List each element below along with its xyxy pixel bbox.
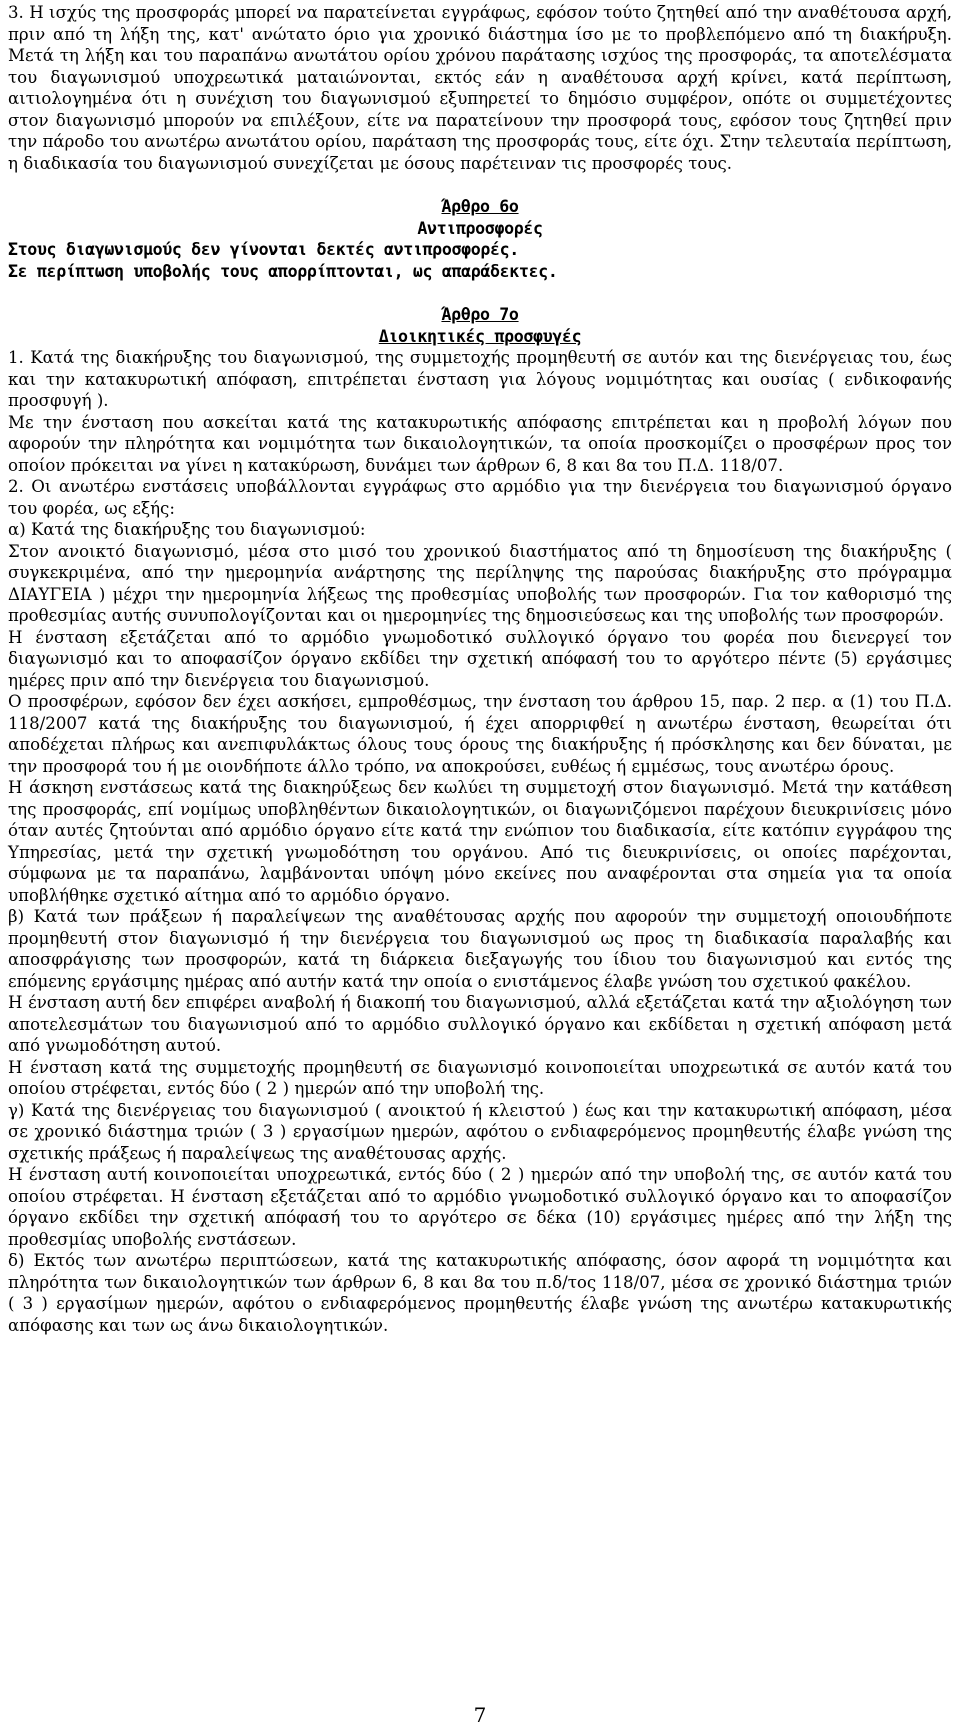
article-7-title: Διοικητικές προσφυγές <box>378 326 582 346</box>
article-7-paragraph: Με την ένσταση που ασκείται κατά της κατακυρωτικής απόφασης επιτρέπεται και η προβολή λόγων που αφορούν την πληρότητα και νομιμότητα των δικαιολογητικών, τα οποία προσκομίζει ο προσφέρων προς τον οποίον πρόκειται να γίνει η κατακύρωση, δυνάμει των άρθρων 6, 8 και 8α του Π.Δ. 118/07. <box>8 412 952 475</box>
article-6-line-2: Σε περίπτωση υποβολής τους απορρίπτονται, ως απαράδεκτες. <box>8 261 558 281</box>
article-7-paragraph: Η ένσταση κατά της συμμετοχής προμηθευτή σε διαγωνισμό κοινοποιείται υποχρεωτικά σε αυτόν κατά του οποίου στρέφεται, εντός δύο ( 2 ) ημερών από την υποβολή της. <box>8 1057 952 1098</box>
article-7-paragraph: Η ένσταση αυτή δεν επιφέρει αναβολή ή διακοπή του διαγωνισμού, αλλά εξετάζεται κατά την αξιολόγηση των αποτελεσμάτων του διαγωνισμού από το αρμόδιο συλλογικό όργανο και εκδίδεται η σχετική απόφαση μετά από γνωμοδότηση αυτού. <box>8 993 952 1055</box>
article-7-paragraph: γ) Κατά της διενέργειας του διαγωνισμού ( ανοικτού ή κλειστού ) έως και την κατακυρωτική απόφαση, μέσα σε χρονικό διάστημα τριών ( 3 ) εργασίμων ημερών, αφότου ο ενδιαφερόμενος προμηθευτής έλαβε γνώση της σχετικής πράξεως ή παραλείψεως της αναθέτουσας αρχής. <box>8 1100 952 1163</box>
article-7-number: Άρθρο 7ο <box>441 305 519 324</box>
article-6-number: Άρθρο 6ο <box>441 197 519 216</box>
article-6-title: Αντιπροσφορές <box>417 218 543 238</box>
article-7-paragraph: 1. Κατά της διακήρυξης του διαγωνισμού, της συμμετοχής προμηθευτή σε αυτόν και της διενέργειας του, έως και την κατακυρωτική απόφαση, επιτρέπεται ένσταση για λόγους νομιμότητας και ουσίας ( ενδικοφανής προσφυγή ). <box>8 348 952 410</box>
article-7-paragraph: Η άσκηση ενστάσεως κατά της διακηρύξεως δεν κωλύει τη συμμετοχή στον διαγωνισμό. Μετά την κατάθεση της προσφοράς, επί νομίμως υποβληθέντων δικαιολογητικών, οι διαγωνιζόμενοι παρέχουν διευκρινίσεις μόνο όταν αυτές ζητούνται από αρμόδιο όργανο είτε κατά την ενώπιον του διαδικασία, είτε κατόπιν εγγράφου της Υπηρεσίας, μετά την σχετική γνωμοδότηση του οργάνου. Από τις διευκρινίσεις, οι οποίες παρέχονται, σύμφωνα με τα παραπάνω, λαμβάνονται υπόψη μόνο εκείνες που αναφέρονται στα σημεία για τα οποία υποβλήθηκε σχετικό αίτημα από το αρμόδιο όργανο. <box>8 778 952 905</box>
page-number: 7 <box>473 1703 487 1727</box>
article-7-paragraph: Στον ανοικτό διαγωνισμό, μέσα στο μισό του χρονικού διαστήματος από τη δημοσίευση της διακήρυξης ( συγκεκριμένα, από την ημερομηνία ανάρτησης της περίληψης της παρούσας διακήρυξης στο πρόγραμμα ΔΙΑΥΓΕΙΑ ) μέχρι την ημερομηνία λήξεως της προθεσμίας υποβολής των προσφορών. Για τον καθορισμό της προθεσμίας αυτής συνυπολογίζονται και οι ημερομηνίες της δημοσιεύσεως και της υποβολής των προσφορών. <box>8 541 952 625</box>
document-page <box>8 2 952 1336</box>
article-6 <box>8 196 952 282</box>
article-6-line-1: Στους διαγωνισμούς δεν γίνονται δεκτές αντιπροσφορές. <box>8 240 519 259</box>
article-7-paragraph: 2. Οι ανωτέρω ενστάσεις υποβάλλονται εγγράφως στο αρμόδιο για την διενέργεια του διαγωνισμού όργανο του φορέα, ως εξής: <box>8 477 952 518</box>
article-7 <box>8 304 952 1336</box>
article-7-paragraph: Ο προσφέρων, εφόσον δεν έχει ασκήσει, εμπροθέσμως, την ένσταση του άρθρου 15, παρ. 2 περ. α (1) του Π.Δ. 118/2007 κατά της διακήρυξης του διαγωνισμού, ή έχει απορριφθεί η ανωτέρω ένσταση, θεωρείται ότι αποδέχεται πλήρως και ανεπιφυλάκτως όλους τους όρους της διακήρυξης ή πρόσκλησης και δεν δύναται, με την προσφορά του ή με οιονδήποτε άλλο τρόπο, να αποκρούσει, ευθέως ή εμμέσως, τους ανωτέρω όρους. <box>8 692 952 776</box>
article-7-paragraph: β) Κατά των πράξεων ή παραλείψεων της αναθέτουσας αρχής που αφορούν την συμμετοχή οποιουδήποτε προμηθευτή στον διαγωνισμό ή την διενέργεια του διαγωνισμού ως προς τη διαδικασία παραλαβής και αποσφράγισης των προσφορών, κατά τη διάρκεια διεξαγωγής του ίδιου του διαγωνισμού και εντός της επόμενης εργάσιμης ημέρας από αυτήν κατά την οποία ο ενιστάμενος έλαβε γνώση του σχετικού φακέλου. <box>8 907 952 991</box>
article-7-paragraph: α) Κατά της διακήρυξης του διαγωνισμού: <box>8 520 366 539</box>
paragraph-validity-extension: 3. Η ισχύς της προσφοράς μπορεί να παρατείνεται εγγράφως, εφόσον τούτο ζητηθεί από την αναθέτουσα αρχή, πριν από τη λήξη της, κατ' ανώτατο όριο για χρονικό διάστημα ίσο με το προβλεπόμενο από τη διακήρυξη. Μετά τη λήξη και του παραπάνω ανωτάτου ορίου χρόνου παράτασης ισχύος της προσφοράς, τα αποτελέσματα του διαγωνισμού υποχρεωτικά ματαιώνονται, εκτός εάν η αναθέτουσα αρχή κρίνει, κατά περίπτωση, αιτιολογημένα ότι η συνέχιση του διαγωνισμού εξυπηρετεί το δημόσιο συμφέρον, οπότε οι συμμετέχοντες στον διαγωνισμό μπορούν να επιλέξουν, είτε να παρατείνουν την προσφορά τους, εφόσον τους ζητηθεί πριν την πάροδο του ανωτέρω ανωτάτου ορίου, παράταση της προσφοράς τους, είτε όχι. Στην τελευταία περίπτωση, η διαδικασία του διαγωνισμού συνεχίζεται με όσους παρέτειναν τις προσφορές τους. <box>8 3 952 173</box>
article-7-paragraph: Η ένσταση αυτή κοινοποιείται υποχρεωτικά, εντός δύο ( 2 ) ημερών από την υποβολή της, σε αυτόν κατά του οποίου στρέφεται. Η ένσταση εξετάζεται από το αρμόδιο γνωμοδοτικό συλλογικό όργανο και το αποφασίζον όργανο εκδίδει την σχετική απόφασή του το αργότερο σε δέκα (10) εργάσιμες ημέρες από την λήξη της προθεσμίας υποβολής ενστάσεων. <box>8 1165 952 1249</box>
article-7-paragraph: Η ένσταση εξετάζεται από το αρμόδιο γνωμοδοτικό συλλογικό όργανο του φορέα που διενεργεί τον διαγωνισμό και το αποφασίζον όργανο εκδίδει την σχετική απόφασή του το αργότερο πέντε (5) εργάσιμες ημέρες πριν από την διενέργεια του διαγωνισμού. <box>8 627 952 690</box>
article-7-paragraph: δ) Εκτός των ανωτέρω περιπτώσεων, κατά της κατακυρωτικής απόφασης, όσον αφορά τη νομιμότητα και πληρότητα των δικαιολογητικών των άρθρων 6, 8 και 8α του π.δ/τος 118/07, μέσα σε χρονικό διάστημα τριών ( 3 ) εργασίμων ημερών, αφότου ο ενδιαφερόμενος προμηθευτής έλαβε γνώση της ανωτέρω κατακυρωτικής απόφασης και των ως άνω δικαιολογητικών. <box>8 1251 952 1335</box>
